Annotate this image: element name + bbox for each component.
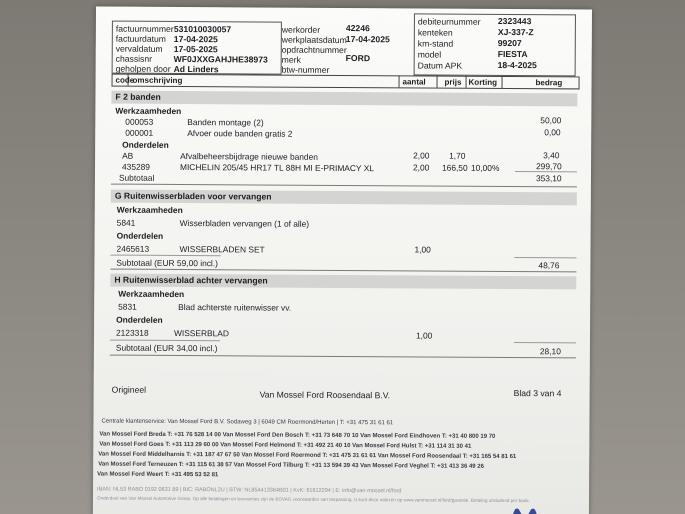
- section-h-subtotal-rule-right: [514, 342, 576, 343]
- branch-line-2: Van Mossel Ford Goes T: +31 113 29 60 00 Van Mossel Ford Helmond T: +31 492 21 40 10 Van Mossel Ford Hulst T: +31 114 31 30 41: [99, 441, 472, 450]
- kmstand-value: 99207: [497, 37, 522, 49]
- invoice-page: [93, 6, 592, 514]
- debiteur-label: debiteurnummer: [417, 16, 481, 27]
- vervaldatum-label: vervaldatum: [115, 43, 163, 54]
- factuurnummer-label: factuurnummer: [115, 23, 174, 34]
- section-f-werkzaamheden: Werkzaamheden: [115, 105, 182, 117]
- section-f-part-1-price: 166,50: [441, 162, 468, 173]
- section-h-werkzaamheden: Werkzaamheden: [118, 288, 185, 300]
- column-divider-4: [466, 76, 467, 88]
- section-g-subtotal-rule-right: [514, 257, 576, 258]
- branch-line-3: Van Mossel Ford Middelharnis T: +31 187 47 67 50 Van Mossel Ford Roermond T: +31 475 31 61 61 Van Mossel Ford Roosendaal T: +31 165 54 81 61: [98, 451, 517, 461]
- col-prijs: prijs: [444, 77, 462, 87]
- col-aantal: aantal: [402, 77, 426, 87]
- section-f-part-1-amount: 299,70: [536, 161, 562, 172]
- kmstand-label: km-stand: [417, 38, 454, 49]
- section-h-subtotal: 28,10: [539, 346, 561, 357]
- merk-value: FORD: [345, 53, 371, 64]
- section-h-labour-0-desc: Blad achterste ruitenwisser vv.: [178, 301, 292, 313]
- opdrachtnummer-label: opdrachtnummer: [281, 44, 347, 56]
- col-omschrijving: omschrijving: [132, 75, 183, 86]
- branch-line-4: Van Mossel Ford Terneuzen T: +31 115 61 38 57 Van Mossel Ford Tilburg T: +31 13 594 39 43 Van Mossel Ford Veghel T: +31 413 36 49 26: [98, 461, 485, 470]
- section-h-onderdelen: Onderdelen: [116, 314, 163, 325]
- model-label: model: [417, 49, 442, 60]
- section-f-part-0-amount: 3,40: [543, 150, 560, 161]
- section-h-title: H Ruitenwisserblad achter vervangen: [110, 274, 576, 290]
- chassisnr-value: WF0JXXGAHJHE38973: [173, 53, 268, 65]
- section-f-subtotal-rule: [515, 171, 577, 172]
- section-f-part-1-qty: 2,00: [412, 162, 430, 173]
- section-g-subtotal: 48,76: [538, 260, 560, 271]
- section-h-part-0-desc: WISSERBLAD: [173, 327, 229, 339]
- section-f-subtotal: 353,10: [535, 173, 562, 184]
- section-h-subtotal-label: Subtotaal (EUR 34,00 incl.): [115, 342, 218, 354]
- section-g-subtotal-rule-left: [110, 255, 220, 257]
- col-code: code: [115, 75, 135, 85]
- bank-details-line: IBAN: NL53 RABO 0192 0631 89 | BIC: RABONL2U | BTW: NL854413364B01 | KvK: 61612294 | E: info@van-mossel.nl/ford: [97, 486, 402, 495]
- werkorder-label: werkorder: [281, 24, 321, 35]
- section-f-part-0-qty: 2,00: [413, 150, 430, 161]
- factuurnummer-value: 531010030057: [173, 23, 232, 35]
- section-f-part-1-discount: 10,00%: [470, 162, 500, 173]
- branch-line-1: Van Mossel Ford Breda T: +31 76 528 14 00 Van Mossel Ford Den Bosch T: +31 73 648 70 10 Van Mossel Ford Eindhoven T: +31 40 800 19 70: [99, 431, 496, 440]
- kenteken-value: XJ-337-Z: [497, 26, 534, 38]
- section-h-subtotal-rule-left: [110, 340, 220, 342]
- section-g-title: G Ruitenwisserbladen voor vervangen: [111, 190, 577, 206]
- section-f-labour-0-desc: Banden montage (2): [187, 117, 264, 128]
- terms-line: Onderdeel van Van Mossel Automotive Groep. Op alle betalingen en leveranties zijn de BOVAG voorwaarden van toepassing. U kunt deze nalezen op www.vanmossel.nl/ford/garantie. Betaling uitsluitend per bank.: [96, 495, 530, 504]
- apk-label: Datum APK: [417, 60, 463, 71]
- section-g-labour-0-code: 5841: [116, 217, 136, 228]
- central-service-line: Centrale klantenservice: Van Mossel Ford B.V. Sodaweg 3 | 6049 CM Roermond/Herten | T: +31 475 31 61 61: [101, 418, 394, 427]
- section-f-labour-1-amount: 0,00: [544, 127, 561, 138]
- section-f-labour-0-amount: 50,00: [540, 115, 562, 126]
- apk-value: 18-4-2025: [497, 59, 537, 71]
- debiteur-value: 2323443: [497, 15, 532, 27]
- section-f-labour-1-code: 000001: [125, 127, 154, 138]
- section-f-bottom-rule: [111, 184, 577, 188]
- chassisnr-label: chassisnr: [115, 53, 153, 64]
- section-h-part-0-code: 2123318: [115, 327, 149, 338]
- section-f-part-1-code: 435289: [121, 161, 151, 172]
- werkplaatsdatum-label: werkplaatsdatum: [281, 34, 347, 46]
- btw-label: btw-nummer: [281, 64, 330, 75]
- werkorder-value: 42246: [345, 23, 370, 34]
- col-bedrag: bedrag: [535, 78, 563, 88]
- section-g-part-0-qty: 1,00: [414, 244, 431, 255]
- werkplaatsdatum-value: 17-04-2025: [345, 34, 390, 45]
- merk-label: merk: [281, 54, 301, 65]
- section-g-onderdelen: Onderdelen: [116, 230, 164, 241]
- kenteken-label: kenteken: [417, 27, 453, 38]
- section-f-part-0-price: 1,70: [449, 150, 466, 161]
- section-f-labour-1-desc: Afvoer oude banden gratis 2: [187, 128, 293, 139]
- section-g-subtotal-label: Subtotaal (EUR 59,00 incl.): [116, 257, 218, 269]
- section-h-labour-0-code: 5831: [118, 301, 137, 312]
- section-g-part-0-code: 2465613: [116, 243, 150, 254]
- company-name: Van Mossel Ford Roosendaal B.V.: [259, 389, 391, 401]
- geholpen-value: Ad Linders: [173, 63, 219, 75]
- section-f-part-1-desc: MICHELIN 205/45 HR17 TL 88H MI E-PRIMACY XL: [179, 162, 374, 174]
- model-value: FIESTA: [497, 48, 528, 60]
- section-f-subtotal-label: Subtotaal: [118, 172, 155, 183]
- column-divider-3: [437, 76, 438, 88]
- branch-line-5: Van Mossel Ford Weert T: +31 495 53 52 81: [97, 471, 219, 479]
- section-f-title: F 2 banden: [111, 91, 577, 107]
- section-h-part-0-qty: 1,00: [415, 330, 433, 341]
- section-g-labour-0-desc: Wisserbladen vervangen (1 of alle): [179, 218, 310, 229]
- section-g-werkzaamheden: Werkzaamheden: [116, 204, 183, 216]
- section-f-part-0-code: AB: [122, 150, 134, 161]
- col-korting: Korting: [468, 77, 498, 87]
- section-f-labour-0-code: 000053: [125, 116, 154, 127]
- factuurdatum-label: factuurdatum: [115, 33, 167, 44]
- section-f-onderdelen: Onderdelen: [122, 139, 169, 150]
- section-h-bottom-rule: [110, 355, 576, 359]
- column-divider-2: [399, 75, 400, 87]
- factuurdatum-value: 17-04-2025: [173, 33, 218, 45]
- section-f-part-0-desc: Afvalbeheersbijdrage nieuwe banden: [180, 151, 318, 162]
- geholpen-label: geholpen door: [115, 63, 171, 74]
- vervaldatum-value: 17-05-2025: [173, 43, 218, 55]
- page-indicator: Blad 3 van 4: [513, 388, 562, 399]
- van-mossel-logo: [505, 505, 545, 514]
- section-g-bottom-rule: [110, 269, 576, 273]
- section-g-part-0-desc: WISSERBLADEN SET: [179, 243, 265, 255]
- column-divider-5: [502, 76, 503, 88]
- origineel-label: Origineel: [111, 384, 147, 395]
